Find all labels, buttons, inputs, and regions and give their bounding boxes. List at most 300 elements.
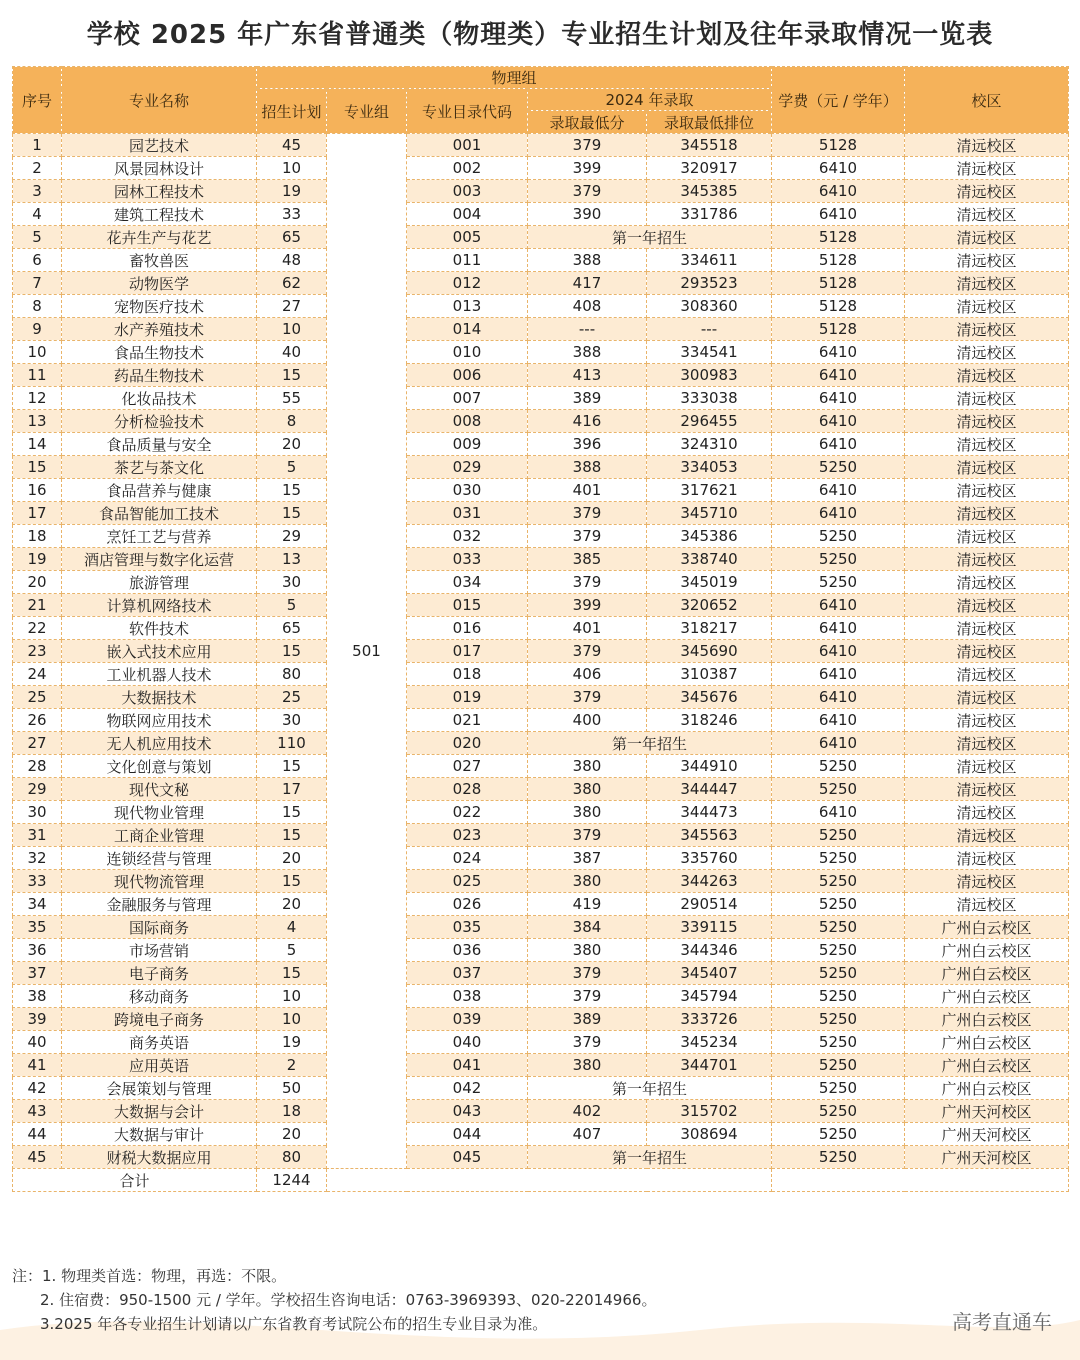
cell-min-rank: 345234 [647, 1031, 772, 1054]
cell-plan: 20 [257, 893, 327, 916]
table-row [13, 387, 1069, 410]
cell-min-rank: 318217 [647, 617, 772, 640]
cell-major-name: 市场营销 [62, 939, 257, 962]
cell-seq: 37 [13, 962, 62, 985]
cell-plan: 40 [257, 341, 327, 364]
cell-major-name: 文化创意与策划 [62, 755, 257, 778]
cell-tuition: 5250 [772, 755, 905, 778]
cell-code: 021 [407, 709, 528, 732]
cell-campus: 清远校区 [905, 318, 1069, 341]
cell-tuition: 6410 [772, 640, 905, 663]
table-row [13, 962, 1069, 985]
cell-plan: 30 [257, 571, 327, 594]
cell-tuition: 5128 [772, 134, 905, 157]
cell-major-name: 风景园林设计 [62, 157, 257, 180]
cell-campus: 清远校区 [905, 893, 1069, 916]
cell-seq: 16 [13, 479, 62, 502]
cell-seq: 36 [13, 939, 62, 962]
cell-campus: 清远校区 [905, 226, 1069, 249]
cell-tuition: 5250 [772, 1008, 905, 1031]
cell-code: 013 [407, 295, 528, 318]
cell-min-rank: 310387 [647, 663, 772, 686]
cell-plan: 15 [257, 962, 327, 985]
cell-tuition: 6410 [772, 341, 905, 364]
cell-code: 002 [407, 157, 528, 180]
cell-code: 015 [407, 594, 528, 617]
cell-min-rank: 345385 [647, 180, 772, 203]
table-row [13, 801, 1069, 824]
cell-major-name: 食品质量与安全 [62, 433, 257, 456]
cell-min-rank: 344263 [647, 870, 772, 893]
cell-campus: 清远校区 [905, 778, 1069, 801]
cell-plan: 2 [257, 1054, 327, 1077]
cell-campus: 清远校区 [905, 732, 1069, 755]
cell-campus: 清远校区 [905, 272, 1069, 295]
cell-campus: 清远校区 [905, 203, 1069, 226]
total-blank-b [772, 1169, 1069, 1192]
cell-seq: 38 [13, 985, 62, 1008]
cell-campus: 广州白云校区 [905, 1008, 1069, 1031]
cell-major-name: 食品生物技术 [62, 341, 257, 364]
cell-major-name: 无人机应用技术 [62, 732, 257, 755]
cell-campus: 广州白云校区 [905, 939, 1069, 962]
cell-min-rank: 345386 [647, 525, 772, 548]
cell-code: 031 [407, 502, 528, 525]
table-row [13, 985, 1069, 1008]
table-row [13, 916, 1069, 939]
cell-campus: 广州天河校区 [905, 1100, 1069, 1123]
cell-seq: 34 [13, 893, 62, 916]
table-row [13, 157, 1069, 180]
cell-campus: 清远校区 [905, 410, 1069, 433]
cell-code: 003 [407, 180, 528, 203]
cell-campus: 清远校区 [905, 341, 1069, 364]
cell-campus: 清远校区 [905, 134, 1069, 157]
cell-campus: 清远校区 [905, 502, 1069, 525]
cell-min-score: 388 [528, 341, 647, 364]
cell-campus: 清远校区 [905, 249, 1069, 272]
cell-campus: 清远校区 [905, 180, 1069, 203]
cell-tuition: 6410 [772, 709, 905, 732]
cell-min-rank: 345794 [647, 985, 772, 1008]
cell-min-rank: 320917 [647, 157, 772, 180]
table-row [13, 847, 1069, 870]
table-row [13, 755, 1069, 778]
cell-campus: 清远校区 [905, 433, 1069, 456]
cell-tuition: 6410 [772, 180, 905, 203]
cell-tuition: 5250 [772, 1123, 905, 1146]
cell-code: 026 [407, 893, 528, 916]
header-group-label: 物理组 [257, 67, 772, 89]
header-major-group: 专业组 [327, 89, 407, 134]
cell-min-rank: 344473 [647, 801, 772, 824]
cell-code: 038 [407, 985, 528, 1008]
cell-min-score: --- [528, 318, 647, 341]
table-row [13, 295, 1069, 318]
cell-tuition: 5250 [772, 456, 905, 479]
table-row [13, 617, 1069, 640]
cell-min-score: 379 [528, 985, 647, 1008]
cell-major-name: 动物医学 [62, 272, 257, 295]
table-row [13, 778, 1069, 801]
cell-min-score: 379 [528, 824, 647, 847]
cell-tuition: 5250 [772, 824, 905, 847]
cell-code: 044 [407, 1123, 528, 1146]
cell-tuition: 5250 [772, 893, 905, 916]
cell-code: 039 [407, 1008, 528, 1031]
cell-code: 024 [407, 847, 528, 870]
cell-plan: 10 [257, 985, 327, 1008]
header-plan: 招生计划 [257, 89, 327, 134]
cell-min-score: 385 [528, 548, 647, 571]
cell-tuition: 5128 [772, 226, 905, 249]
cell-campus: 清远校区 [905, 479, 1069, 502]
cell-tuition: 5250 [772, 916, 905, 939]
cell-plan: 18 [257, 1100, 327, 1123]
cell-min-rank: 296455 [647, 410, 772, 433]
table-row [13, 686, 1069, 709]
table-row [13, 1146, 1069, 1169]
table-row [13, 134, 1069, 157]
cell-min-score: 379 [528, 502, 647, 525]
cell-code: 036 [407, 939, 528, 962]
cell-seq: 18 [13, 525, 62, 548]
cell-min-rank: 334541 [647, 341, 772, 364]
note-3: 3.2025 年各专业招生计划请以广东省教育考试院公布的招生专业目录为准。 [40, 1315, 548, 1333]
cell-tuition: 6410 [772, 686, 905, 709]
table-row [13, 640, 1069, 663]
cell-campus: 清远校区 [905, 755, 1069, 778]
cell-plan: 20 [257, 433, 327, 456]
cell-code: 017 [407, 640, 528, 663]
cell-major-name: 药品生物技术 [62, 364, 257, 387]
cell-campus: 清远校区 [905, 525, 1069, 548]
cell-min-score: 407 [528, 1123, 647, 1146]
cell-campus: 清远校区 [905, 824, 1069, 847]
cell-seq: 32 [13, 847, 62, 870]
cell-min-score: 380 [528, 801, 647, 824]
header-code: 专业目录代码 [407, 89, 528, 134]
cell-major-name: 工业机器人技术 [62, 663, 257, 686]
cell-seq: 8 [13, 295, 62, 318]
cell-campus: 广州白云校区 [905, 1077, 1069, 1100]
cell-min-score: 379 [528, 180, 647, 203]
cell-min-rank: 345710 [647, 502, 772, 525]
cell-min-rank: 345019 [647, 571, 772, 594]
cell-seq: 40 [13, 1031, 62, 1054]
table-row [13, 824, 1069, 847]
note-1: 注：1. 物理类首选：物理，再选：不限。 [12, 1267, 287, 1285]
cell-seq: 15 [13, 456, 62, 479]
cell-min-rank: 344701 [647, 1054, 772, 1077]
cell-min-rank: 315702 [647, 1100, 772, 1123]
cell-plan: 5 [257, 939, 327, 962]
cell-plan: 30 [257, 709, 327, 732]
table-row [13, 893, 1069, 916]
table-row [13, 1008, 1069, 1031]
cell-major-name: 宠物医疗技术 [62, 295, 257, 318]
cell-major-name: 畜牧兽医 [62, 249, 257, 272]
cell-min-score: 399 [528, 594, 647, 617]
cell-tuition: 5250 [772, 847, 905, 870]
table-row [13, 732, 1069, 755]
cell-tuition: 5128 [772, 249, 905, 272]
table-row [13, 272, 1069, 295]
cell-seq: 27 [13, 732, 62, 755]
cell-tuition: 6410 [772, 433, 905, 456]
cell-tuition: 6410 [772, 157, 905, 180]
cell-major-name: 现代物业管理 [62, 801, 257, 824]
cell-tuition: 5128 [772, 272, 905, 295]
cell-min-score: 389 [528, 1008, 647, 1031]
header-campus: 校区 [905, 67, 1069, 134]
cell-code: 032 [407, 525, 528, 548]
cell-major-name: 化妆品技术 [62, 387, 257, 410]
table-row [13, 364, 1069, 387]
cell-major-name: 大数据与会计 [62, 1100, 257, 1123]
cell-tuition: 5250 [772, 962, 905, 985]
cell-min-score: 408 [528, 295, 647, 318]
cell-seq: 10 [13, 341, 62, 364]
cell-major-name: 花卉生产与花艺 [62, 226, 257, 249]
cell-major-group: 501 [327, 134, 407, 1169]
page-title: 学校 2025 年广东省普通类（物理类）专业招生计划及往年录取情况一览表 [86, 20, 994, 50]
cell-min-score: 384 [528, 916, 647, 939]
cell-code: 012 [407, 272, 528, 295]
cell-seq: 14 [13, 433, 62, 456]
cell-major-name: 连锁经营与管理 [62, 847, 257, 870]
cell-tuition: 6410 [772, 594, 905, 617]
cell-tuition: 5250 [772, 1146, 905, 1169]
cell-seq: 13 [13, 410, 62, 433]
cell-plan: 17 [257, 778, 327, 801]
cell-major-name: 园艺技术 [62, 134, 257, 157]
cell-min-score: 413 [528, 364, 647, 387]
cell-min-rank: 344910 [647, 755, 772, 778]
cell-plan: 29 [257, 525, 327, 548]
cell-major-name: 旅游管理 [62, 571, 257, 594]
cell-min-score: 380 [528, 755, 647, 778]
cell-plan: 80 [257, 663, 327, 686]
cell-code: 018 [407, 663, 528, 686]
cell-code: 034 [407, 571, 528, 594]
cell-seq: 41 [13, 1054, 62, 1077]
cell-seq: 21 [13, 594, 62, 617]
cell-plan: 15 [257, 364, 327, 387]
cell-min-score: 402 [528, 1100, 647, 1123]
cell-campus: 清远校区 [905, 709, 1069, 732]
cell-tuition: 6410 [772, 479, 905, 502]
cell-seq: 44 [13, 1123, 62, 1146]
notes-block [12, 1264, 656, 1336]
cell-campus: 广州天河校区 [905, 1123, 1069, 1146]
cell-min-score: 416 [528, 410, 647, 433]
cell-seq: 31 [13, 824, 62, 847]
cell-min-score: 388 [528, 249, 647, 272]
cell-seq: 20 [13, 571, 62, 594]
table-row [13, 939, 1069, 962]
cell-tuition: 5250 [772, 870, 905, 893]
cell-seq: 43 [13, 1100, 62, 1123]
cell-tuition: 6410 [772, 663, 905, 686]
header-tuition: 学费（元 / 学年） [772, 67, 905, 134]
cell-tuition: 6410 [772, 364, 905, 387]
cell-campus: 清远校区 [905, 801, 1069, 824]
cell-min-rank: 333726 [647, 1008, 772, 1031]
cell-seq: 9 [13, 318, 62, 341]
cell-code: 041 [407, 1054, 528, 1077]
cell-plan: 110 [257, 732, 327, 755]
cell-campus: 广州天河校区 [905, 1146, 1069, 1169]
cell-seq: 1 [13, 134, 62, 157]
cell-major-name: 茶艺与茶文化 [62, 456, 257, 479]
cell-campus: 清远校区 [905, 617, 1069, 640]
cell-campus: 广州白云校区 [905, 962, 1069, 985]
cell-seq: 39 [13, 1008, 62, 1031]
cell-tuition: 6410 [772, 502, 905, 525]
cell-tuition: 5250 [772, 939, 905, 962]
cell-plan: 55 [257, 387, 327, 410]
cell-plan: 50 [257, 1077, 327, 1100]
cell-min-rank: 344346 [647, 939, 772, 962]
cell-campus: 清远校区 [905, 157, 1069, 180]
cell-campus: 清远校区 [905, 663, 1069, 686]
cell-min-rank: 338740 [647, 548, 772, 571]
cell-campus: 清远校区 [905, 571, 1069, 594]
cell-campus: 广州白云校区 [905, 1031, 1069, 1054]
cell-major-name: 分析检验技术 [62, 410, 257, 433]
table-row [13, 1100, 1069, 1123]
cell-campus: 清远校区 [905, 387, 1069, 410]
header-min-score: 录取最低分 [528, 111, 647, 134]
cell-plan: 45 [257, 134, 327, 157]
admission-table [12, 66, 1069, 1192]
cell-code: 030 [407, 479, 528, 502]
cell-major-name: 现代物流管理 [62, 870, 257, 893]
cell-major-name: 大数据与审计 [62, 1123, 257, 1146]
cell-plan: 10 [257, 318, 327, 341]
cell-code: 028 [407, 778, 528, 801]
cell-seq: 11 [13, 364, 62, 387]
table-row [13, 709, 1069, 732]
cell-code: 042 [407, 1077, 528, 1100]
cell-campus: 清远校区 [905, 847, 1069, 870]
cell-plan: 15 [257, 801, 327, 824]
watermark: 高考直通车 [952, 1310, 1052, 1334]
cell-min-rank: 334053 [647, 456, 772, 479]
cell-campus: 清远校区 [905, 870, 1069, 893]
note-2: 2. 住宿费：950-1500 元 / 学年。学校招生咨询电话：0763-3969393、020-22014966。 [40, 1291, 657, 1309]
cell-tuition: 5250 [772, 548, 905, 571]
cell-code: 037 [407, 962, 528, 985]
cell-code: 027 [407, 755, 528, 778]
cell-plan: 15 [257, 824, 327, 847]
table-row [13, 479, 1069, 502]
cell-first-year: 第一年招生 [528, 226, 772, 249]
table-row [13, 226, 1069, 249]
cell-min-score: 388 [528, 456, 647, 479]
cell-code: 025 [407, 870, 528, 893]
header-major: 专业名称 [62, 67, 257, 134]
cell-seq: 2 [13, 157, 62, 180]
table-row [13, 1054, 1069, 1077]
cell-code: 020 [407, 732, 528, 755]
table-row [13, 571, 1069, 594]
cell-min-score: 379 [528, 134, 647, 157]
cell-min-rank: 320652 [647, 594, 772, 617]
cell-campus: 广州白云校区 [905, 985, 1069, 1008]
cell-campus: 广州白云校区 [905, 1054, 1069, 1077]
cell-major-name: 现代文秘 [62, 778, 257, 801]
cell-plan: 19 [257, 1031, 327, 1054]
cell-tuition: 6410 [772, 387, 905, 410]
cell-min-rank: 345676 [647, 686, 772, 709]
cell-min-rank: 345690 [647, 640, 772, 663]
cell-major-name: 大数据技术 [62, 686, 257, 709]
table-row [13, 203, 1069, 226]
cell-tuition: 5250 [772, 1100, 905, 1123]
cell-plan: 10 [257, 157, 327, 180]
cell-campus: 清远校区 [905, 686, 1069, 709]
cell-plan: 20 [257, 847, 327, 870]
cell-tuition: 6410 [772, 617, 905, 640]
cell-plan: 13 [257, 548, 327, 571]
table-row [13, 180, 1069, 203]
cell-seq: 26 [13, 709, 62, 732]
cell-first-year: 第一年招生 [528, 1077, 772, 1100]
cell-tuition: 5128 [772, 318, 905, 341]
cell-seq: 23 [13, 640, 62, 663]
cell-plan: 65 [257, 617, 327, 640]
cell-min-score: 379 [528, 1031, 647, 1054]
table-row [13, 1123, 1069, 1146]
cell-code: 006 [407, 364, 528, 387]
cell-plan: 65 [257, 226, 327, 249]
total-row [13, 1169, 1069, 1192]
table-row [13, 663, 1069, 686]
cell-tuition: 5250 [772, 1054, 905, 1077]
table-row [13, 456, 1069, 479]
table-row [13, 548, 1069, 571]
cell-min-score: 390 [528, 203, 647, 226]
cell-min-rank: 335760 [647, 847, 772, 870]
cell-major-name: 财税大数据应用 [62, 1146, 257, 1169]
cell-plan: 20 [257, 1123, 327, 1146]
cell-seq: 45 [13, 1146, 62, 1169]
table-row [13, 341, 1069, 364]
cell-plan: 80 [257, 1146, 327, 1169]
cell-code: 019 [407, 686, 528, 709]
cell-first-year: 第一年招生 [528, 732, 772, 755]
cell-code: 023 [407, 824, 528, 847]
cell-major-name: 金融服务与管理 [62, 893, 257, 916]
cell-code: 009 [407, 433, 528, 456]
table-row [13, 1031, 1069, 1054]
cell-code: 007 [407, 387, 528, 410]
cell-tuition: 5250 [772, 778, 905, 801]
cell-campus: 清远校区 [905, 594, 1069, 617]
cell-min-score: 379 [528, 962, 647, 985]
cell-code: 040 [407, 1031, 528, 1054]
cell-plan: 48 [257, 249, 327, 272]
cell-seq: 5 [13, 226, 62, 249]
cell-campus: 清远校区 [905, 640, 1069, 663]
cell-major-name: 物联网应用技术 [62, 709, 257, 732]
cell-min-rank: 331786 [647, 203, 772, 226]
cell-min-rank: 318246 [647, 709, 772, 732]
table-row [13, 594, 1069, 617]
cell-min-rank: 293523 [647, 272, 772, 295]
